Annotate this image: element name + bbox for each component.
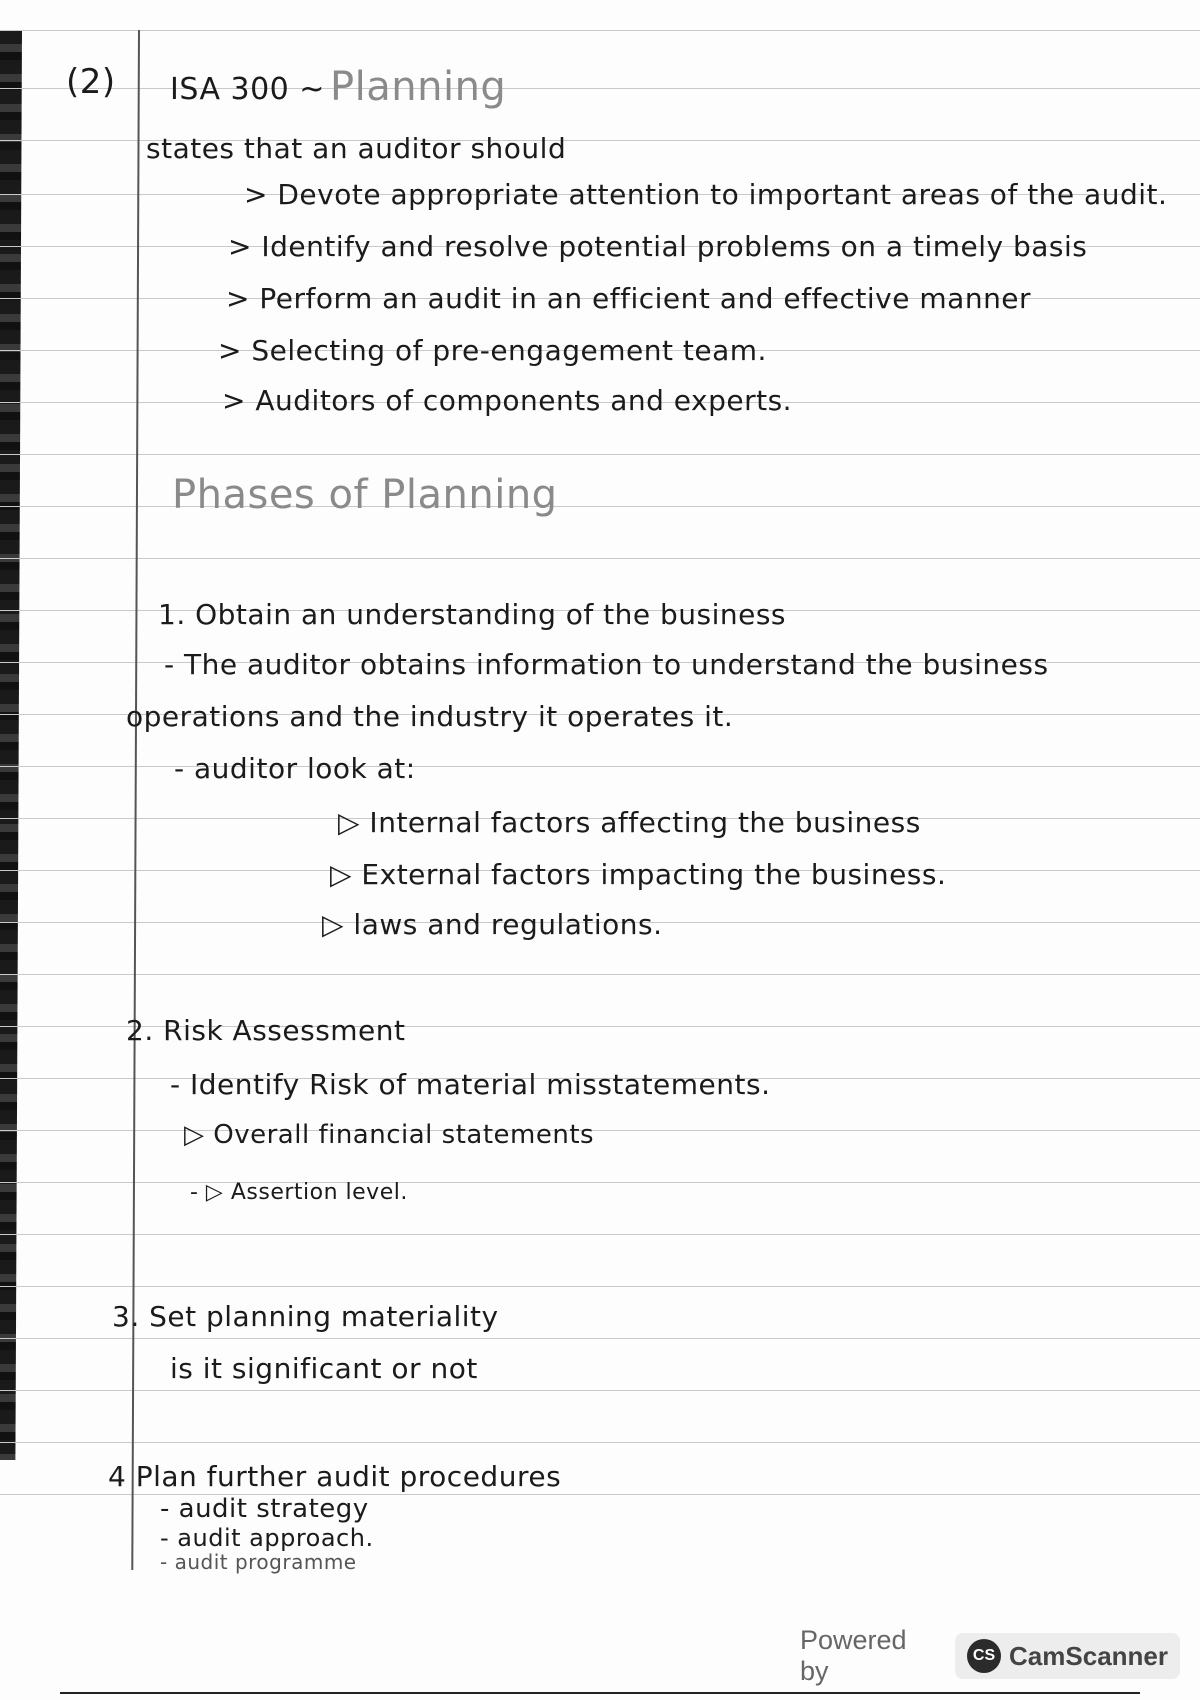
phase2-line: - ▷ Assertion level.	[190, 1180, 408, 1205]
phase1-line: - The auditor obtains information to understand the business	[164, 648, 1049, 681]
factor-item: ▷ External factors impacting the business.	[330, 858, 947, 891]
phase1-title: 1. Obtain an understanding of the business	[158, 598, 787, 631]
phase4-title: 4 Plan further audit procedures	[108, 1460, 562, 1493]
phase1-line: operations and the industry it operates it.	[126, 700, 734, 733]
bottom-rule	[60, 1692, 1140, 1694]
phase1-line: - auditor look at:	[174, 752, 416, 785]
camscanner-logo-icon: CS	[967, 1639, 1001, 1673]
phase4-item: - audit programme	[160, 1550, 357, 1574]
powered-by-text: Powered by	[800, 1625, 907, 1686]
isa-point: > Identify and resolve potential problems on a timely basis	[228, 230, 1088, 263]
factor-item: ▷ Internal factors affecting the business	[338, 806, 921, 839]
intro-line: states that an auditor should	[146, 132, 567, 165]
camscanner-brand: CamScanner	[1009, 1640, 1168, 1671]
isa-point: > Auditors of components and experts.	[222, 384, 793, 417]
isa-point: > Selecting of pre-engagement team.	[218, 334, 767, 367]
camscanner-badge	[955, 1633, 1180, 1679]
phases-heading: Phases of Planning	[172, 472, 558, 518]
standard-label: ISA 300 ~	[170, 72, 325, 107]
phase3-title: 3. Set planning materiality	[112, 1300, 499, 1333]
page-number: (2)	[66, 62, 116, 102]
phase3-line: is it significant or not	[170, 1352, 478, 1385]
factor-item: ▷ laws and regulations.	[322, 908, 663, 941]
phase2-line: ▷ Overall financial statements	[184, 1120, 595, 1150]
phase4-item: - audit strategy	[160, 1494, 369, 1524]
phase2-line: - Identify Risk of material misstatements.	[170, 1068, 771, 1101]
camscanner-footer	[800, 1625, 1180, 1686]
isa-point: > Perform an audit in an efficient and effective manner	[226, 282, 1032, 315]
isa-point: > Devote appropriate attention to important areas of the audit.	[244, 178, 1168, 211]
page-title: Planning	[330, 64, 507, 110]
phase2-title: 2. Risk Assessment	[126, 1014, 406, 1047]
phase4-item: - audit approach.	[160, 1524, 374, 1552]
